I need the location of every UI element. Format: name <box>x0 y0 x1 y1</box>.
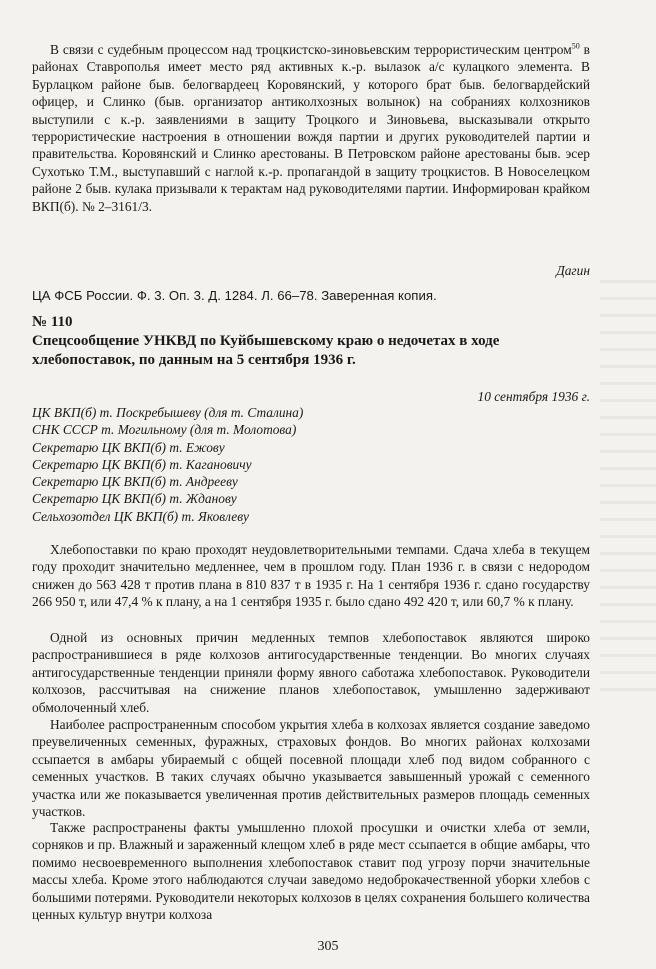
document-title: Спецсообщение УНКВД по Куйбышевскому краю о недочетах в ходе хлебопоставок, по данным на 5 сентября 1936 г. <box>32 333 500 368</box>
page-number: 305 <box>317 939 339 954</box>
recipient-item: СНК СССР т. Могильному (для т. Молотова) <box>32 422 297 438</box>
body-paragraph: Одной из основных причин медленных темпов хлебопоставок являются широко распространившиеся в ряде колхозов антигосударственные тенденции. Во многих случаях антигосударственные тенденции приняли форму явного саботажа хлебопоставок. Руководители колхозов, рассчитывая на снижение планов хлебопоставок, умышленно задерживают обмолоченный хлеб. <box>32 630 590 715</box>
recipient-item: ЦК ВКП(б) т. Поскребышеву (для т. Сталина) <box>32 405 304 420</box>
intro-text-part1: В связи с судебным процессом над троцкистско-зиновьевским террористическим центром <box>50 42 572 57</box>
recipient-item: Секретарю ЦК ВКП(б) т. Кагановичу <box>32 456 252 472</box>
bleed-through-shadow <box>600 280 656 700</box>
document-number: № 110 <box>32 314 73 330</box>
signature: Дагин <box>556 263 590 278</box>
recipient-item: Секретарю ЦК ВКП(б) т. Ежову <box>32 439 225 455</box>
body-paragraph: Также распространены факты умышленно плохой просушки и очистки хлеба от земли, сорняков и пр. Влажный и зараженный клещом хлеб в ряде мест ссыпается в общие амбары, что помимо несвоевременного выполнения хлебопоставок ставит под угрозу порчи значительные массы хлеба. Кроме этого наблюдаются случаи заведомо недоброкачественной уборки хлебов с большими потерями. Руководители некоторых колхозов в целях сохранения большего количества ценных культур внутри колхоза <box>32 820 590 923</box>
recipient-list <box>32 404 303 525</box>
recipient-item: Сельхозотдел ЦК ВКП(б) т. Яковлеву <box>32 508 249 524</box>
recipient-item: Секретарю ЦК ВКП(б) т. Жданову <box>32 491 237 507</box>
body-paragraph: Наиболее распространенным способом укрытия хлеба в колхозах является создание заведомо преувеличенных семенных, фуражных, страховых фондов. Во многих районах колхозами ссыпается в амбары убираемый с общей посевной площади хлеб под видом собранного с семенных участков. В таких случаях обычно указывается завышенный урожай с семенного участка или же показывается увеличенная против действительных размеров площадь семенных участков. <box>32 717 590 820</box>
recipient-item: Секретарю ЦК ВКП(б) т. Андрееву <box>32 474 238 490</box>
intro-text-part2: в районах Ставрополья имеет место ряд активных к.-р. вылазок а/с кулацкого элемента. В Бурлацком районе быв. белогвардеец Коровянский, у которого брат быв. белогвардейский офицер, и Слинко (быв. организатор антиколхозных волынок) на собраниях колхозников выступили с к.-р. заявлениями в защиту Троцкого и Зиновьева, высказывали открыто террористические настроения в отношении вождя партии и других руководителей партии и правительства. Коровянский и Слинко арестованы. В Петровском районе арестованы быв. эсер Сухотько Т.М., выступавший с наглой к.-р. пропагандой в защиту троцкистов. В Новоселецком районе 2 быв. кулака призывали к терактам над руководителями партии. Информирован крайком ВКП(б). № 2–3161/3. <box>32 42 591 214</box>
intro-paragraph <box>32 41 590 215</box>
footnote-marker: 50 <box>571 41 580 51</box>
archive-source-note: ЦА ФСБ России. Ф. 3. Оп. 3. Д. 1284. Л. 66–78. Заверенная копия. <box>32 288 437 303</box>
document-date: 10 сентября 1936 г. <box>477 389 590 404</box>
body-paragraph: Хлебопоставки по краю проходят неудовлетворительными темпами. Сдача хлеба в текущем году проходит значительно медленнее, чем в прошлом году. План 1936 г. в связи с недородом снижен до 563 428 т против плана в 810 837 т в 1935 г. На 1 сентября 1936 г. сдано государству 266 950 т, или 47,4 % к плану, а на 1 сентября 1935 г. было сдано 492 420 т, или 60,7 % к плану. <box>32 542 590 610</box>
